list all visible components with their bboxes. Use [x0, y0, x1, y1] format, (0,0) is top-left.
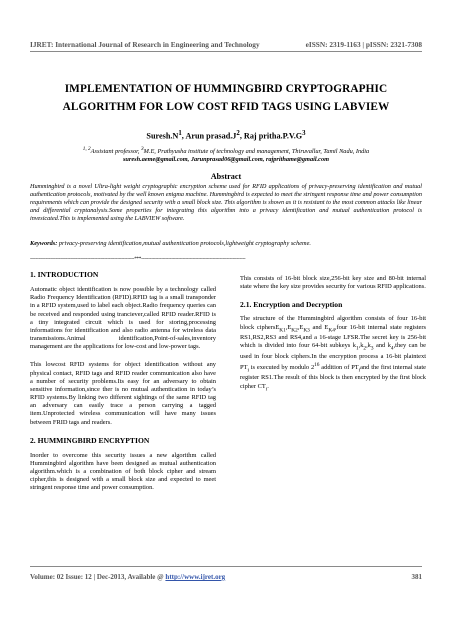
- author-list: [30, 130, 422, 141]
- footer-volume: [30, 573, 225, 581]
- author-emails: suresh.aeme@gmail.com, Jarunprasad06@gmail.com, rajprithame@gmail.com: [122, 156, 330, 164]
- author-2-sup: 2: [236, 130, 240, 137]
- author-3: Raj pritha.P.V.G: [243, 131, 303, 141]
- paper-title: [40, 80, 412, 116]
- text-run: and the first internal state register RS1.The result of this block is then encrypted by the first block cipher CT: [240, 363, 426, 390]
- subscript: 2: [363, 345, 367, 352]
- encryption-subheading: 2.1. Encryption and Decryption: [240, 300, 343, 310]
- author-sep: ,: [239, 131, 244, 141]
- text-run: ,they can be used in four block ciphers.In the encryption process a 16-bit plaintext PT: [240, 342, 427, 371]
- affiliation-institute: M.E, Prathyusha institute of technology and management, Thiruvallur, Tamil Nadu, India: [143, 148, 370, 156]
- keywords-text: privacy-preserving identification,mutual authentication protocols,lightweight cryptography scheme.: [57, 240, 311, 247]
- right-paragraph-2: [240, 315, 426, 393]
- title-line-2: ALGORITHM FOR LOW COST RFID TAGS USING LABVIEW: [62, 101, 390, 113]
- journal-name: IJRET: International Journal of Research in Engineering and Technology: [30, 40, 260, 49]
- text-run: ,four 16-bit internal state registers RS1,RS2,RS3 and RS4,and a 16-stage LFSR.The secret key is 256-bit which is divided into four 64-bit subkeys k: [240, 323, 427, 350]
- title-line-1: IMPLEMENTATION OF HUMMINGBIRD CRYPTOGRAPHIC: [64, 83, 388, 95]
- superscript: 16: [314, 361, 320, 368]
- subscript: i: [358, 367, 361, 374]
- subscript: K4: [328, 326, 335, 333]
- subscript: i: [265, 385, 268, 392]
- issn: eISSN: 2319-1163 | pISSN: 2321-7308: [305, 40, 422, 49]
- intro-paragraph-1: Automatic object identification is now possible by a technology called Radio Frequency Identification (RFID).RFID tag is a small transponder in a RFID system,used to label each object.Radio frequency queries can be received and responded using tranciever,called RFID reader.RFID is a tiny integrated circuit which is used for storing,processing informations for identification and also radio antenna for wireless data transmissions.Animal identification,Point-of-sales,inventory management are the applications for low-cost and low-power tags.: [30, 286, 216, 351]
- text-run: ,k: [358, 342, 364, 350]
- subscript: 1: [355, 345, 359, 352]
- running-header: [30, 40, 422, 49]
- affiliation-role: Assistant professor,: [90, 148, 141, 156]
- keywords: [30, 240, 422, 247]
- text-run: ,k: [366, 342, 371, 350]
- right-column: [240, 275, 426, 403]
- author-1-sup: 1: [178, 130, 182, 137]
- author-2: Arun prasad.J: [185, 131, 237, 141]
- subscript: K3: [303, 326, 310, 333]
- keywords-label: Keywords:: [30, 240, 58, 247]
- text-run: ,E: [285, 323, 292, 331]
- page-footer: [30, 573, 422, 581]
- page-number: 381: [411, 573, 422, 581]
- affiliation-sup-3: 3: [141, 146, 144, 152]
- hummingbird-paragraph-1: Inorder to overcome this security issues a new algorithm called Hummingbird algorithm have been designed as mutual authentication algorithm.which is a combination of both block cipher and stream cipher,this is designed with a small block size and expected to meet stringent response time and power consumption.: [30, 451, 216, 492]
- footer-rule: [30, 566, 422, 567]
- text-run: is executed by modulo 2: [248, 363, 315, 371]
- text-run: .: [267, 382, 269, 390]
- text-run: The structure of the Hummingbird algorithm consists of four 16-bit block ciphersE: [240, 315, 426, 331]
- intro-heading: 1. INTRODUCTION: [30, 270, 99, 279]
- author-sep: ,: [181, 131, 186, 141]
- subscript: K2: [291, 326, 298, 333]
- abstract-text: Hummingbird is a novel Ultra-light weight cryptographic encryption scheme used for RFID applications of privacy-preserving identification and mutual authentication protocols, motivated by the well known enigma machine. Hummingbird is expected to meet the stringent response time and power consumption requirements which can provide the designed security with a small block size. This algorithm is shown as it is resistant to the most common attacks like linear and differential cryptanalysis.Some properties for integrating this algorithm into a privacy identification and mutual authentication protocol is invesicated.This is implemented using the LABVIEW software.: [30, 183, 422, 223]
- header-rule: [30, 51, 422, 52]
- intro-paragraph-2: This lowcost RFID systems for object identification without any physical contact, RFID tags and RFID reader communication also have a number of security problems.Its easy for an adversary to obtain sensitive information,since ther is no mutual authentication in today’s RFID systems.By linking two different sightings of the same RFID tag an adversary can easily trace a person carrying a tagged item.Unprotected wireless communication will have many issues between FRID tags and readers.: [30, 361, 216, 426]
- abstract-heading: Abstract: [210, 172, 242, 181]
- affiliation: [30, 145, 422, 164]
- subscript: 4: [390, 345, 394, 352]
- text-run: and k: [373, 342, 391, 350]
- footer-volume-text: Volume: 02 Issue: 12 | Dec-2013, Available @: [30, 573, 166, 581]
- author-3-sup: 3: [302, 130, 306, 137]
- subscript: i: [247, 367, 249, 374]
- author-1: Suresh.N: [146, 131, 179, 141]
- text-run: addition of PT: [319, 363, 359, 371]
- left-column: [30, 271, 216, 503]
- journal-link[interactable]: http://www.ijret.org: [165, 573, 226, 581]
- subscript: K1: [279, 326, 286, 333]
- hummingbird-heading: 2. HUMMINGBIRD ENCRYPTION: [30, 435, 150, 445]
- section-divider: -------------------------------------------------------------------------***-------------------------------------------------------------------------: [30, 256, 246, 262]
- right-paragraph-1: This consists of 16-bit block size,256-bit key size and 80-bit internal state where the key size provides security for various RFID applications.: [240, 275, 426, 291]
- affiliation-sup: 1, 2: [82, 146, 91, 152]
- text-run: and E: [309, 323, 329, 331]
- text-run: ,E: [297, 323, 304, 331]
- subscript: 3: [370, 345, 374, 352]
